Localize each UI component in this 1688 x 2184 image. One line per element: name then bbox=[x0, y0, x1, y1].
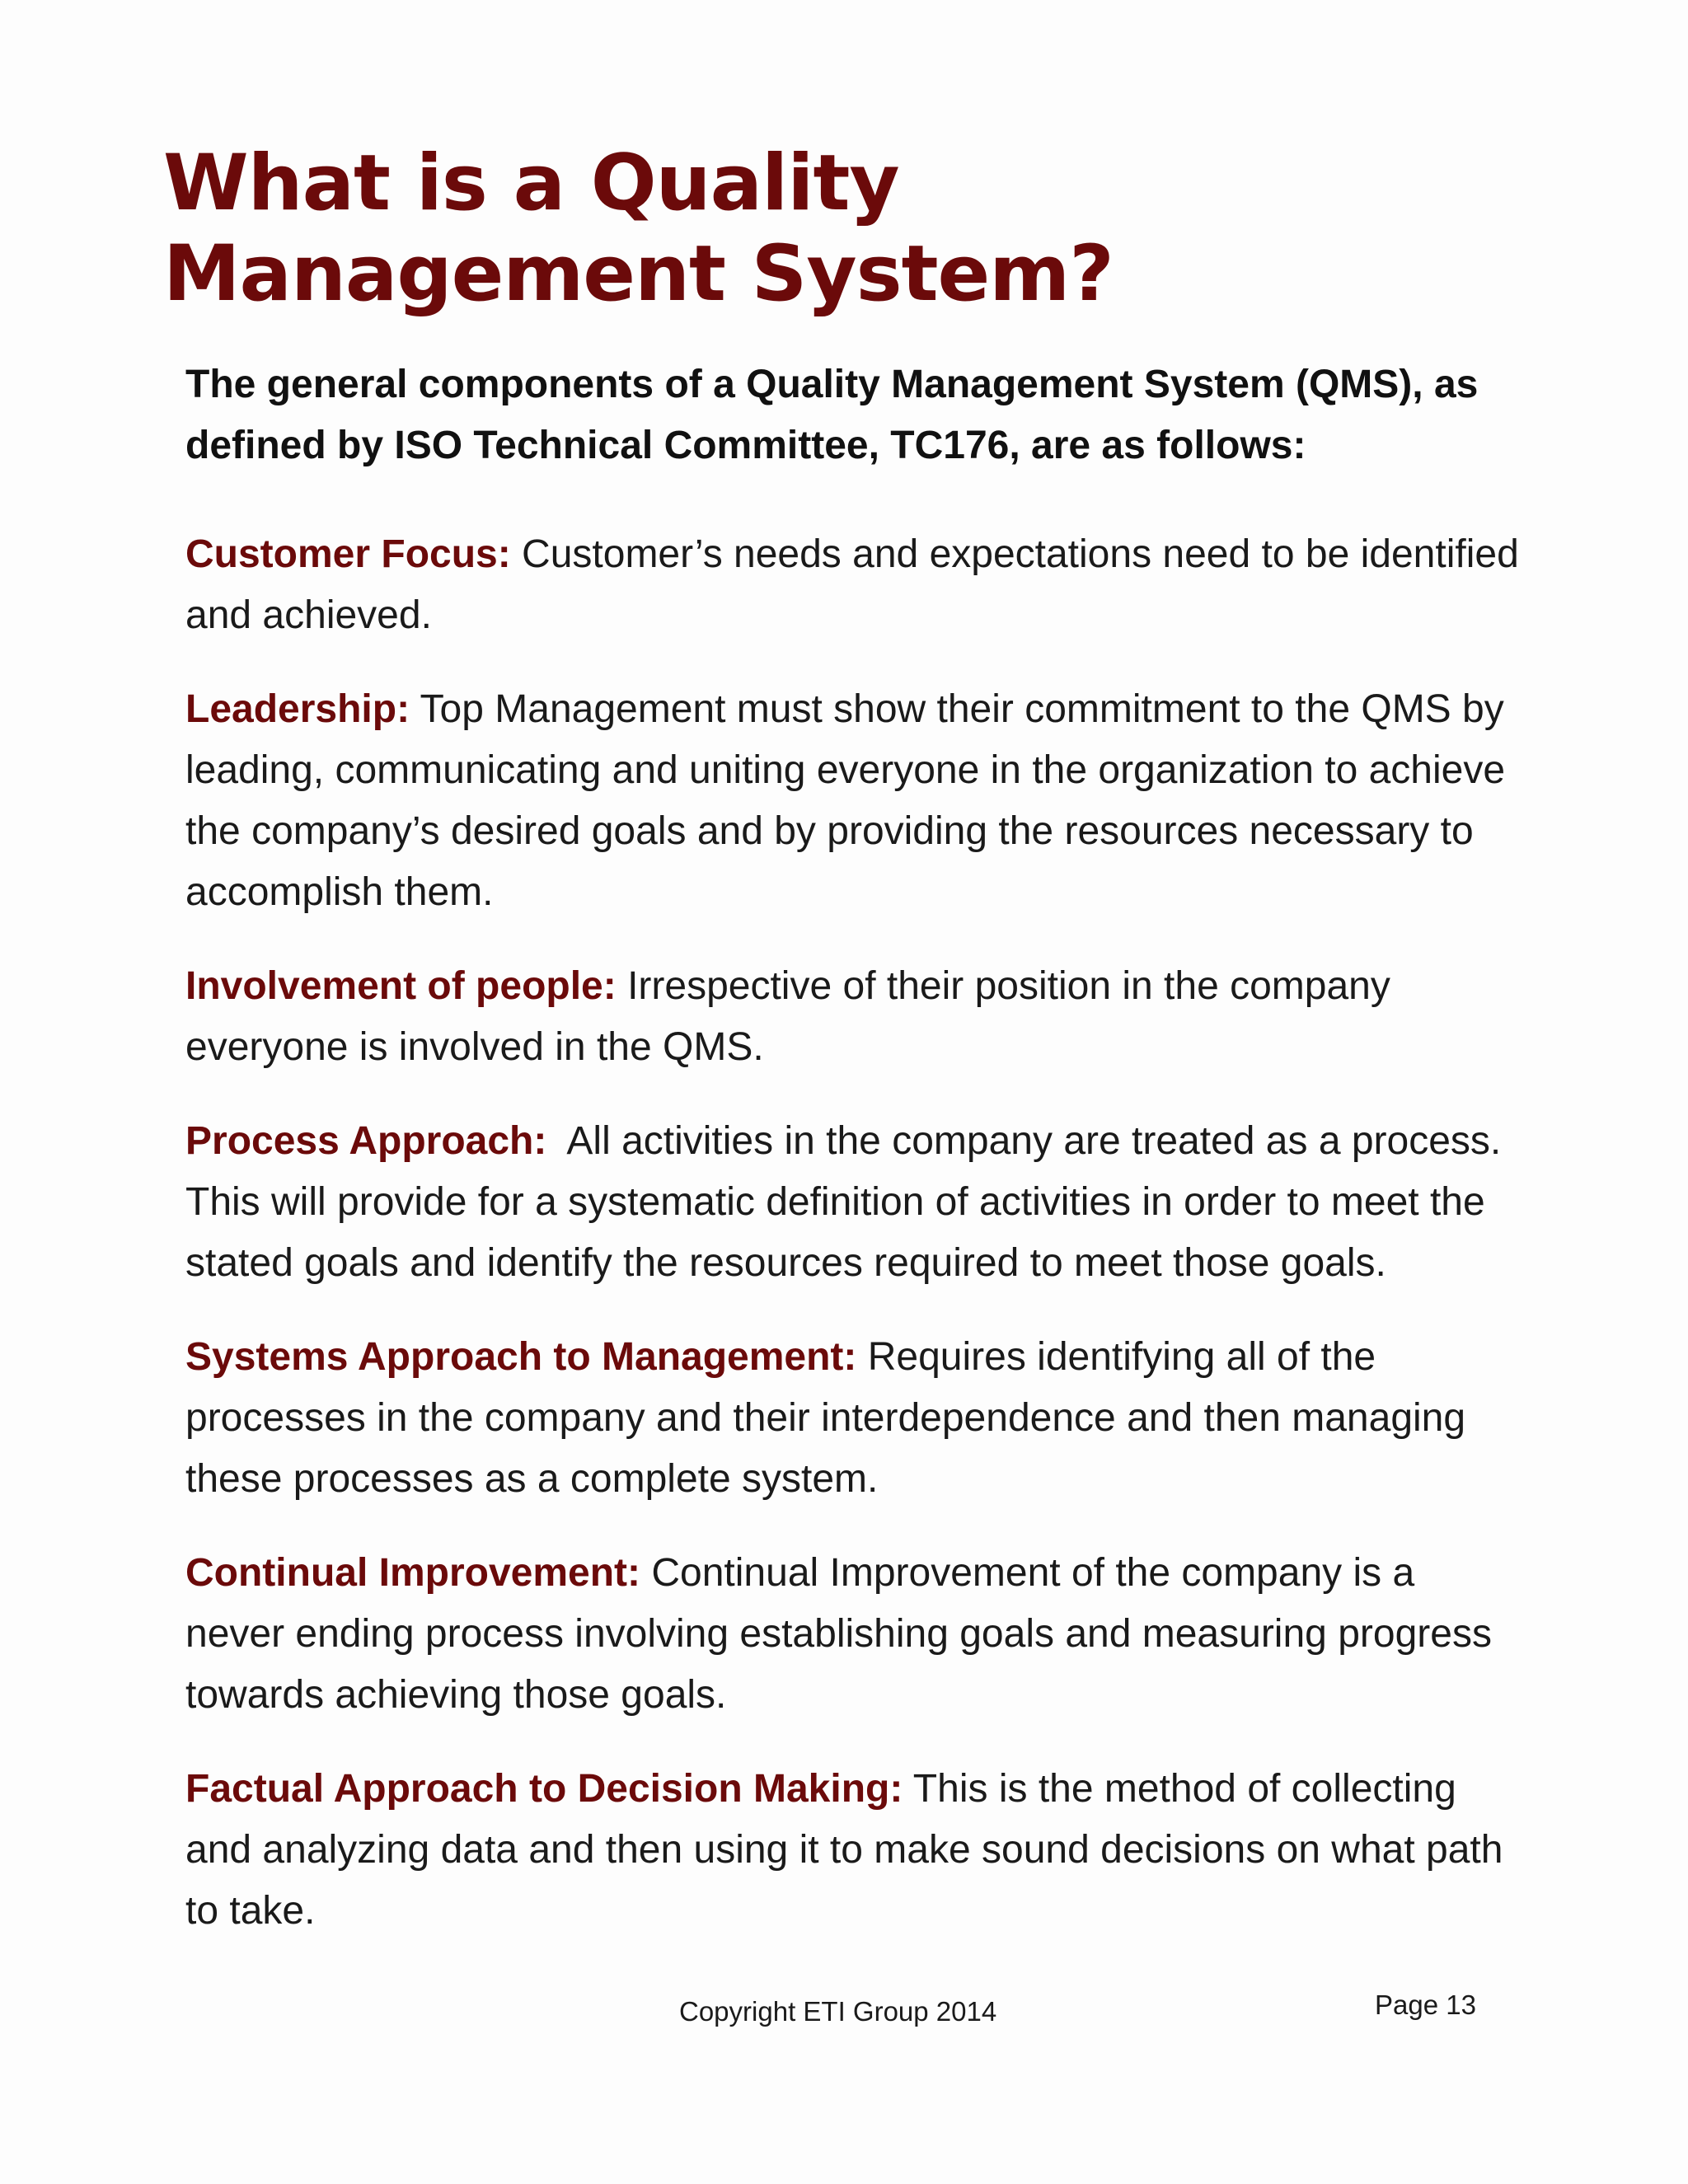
item-text: Top Management must show their commitment to the QMS by leading, communicating and uniting everyone in the organization to achieve the company’s desired goals and by providing the resources necessary to accomplish them. bbox=[185, 687, 1506, 914]
intro-paragraph: The general components of a Quality Management System (QMS), as defined by ISO Technical Committee, TC176, are as follows: bbox=[185, 363, 1479, 467]
item-text: Requires identifying all of the processes in the company and their interdependence and then managing these processes as a complete system. bbox=[185, 1335, 1466, 1501]
item-text: This is the method of collecting and analyzing data and then using it to make sound decisions on what path to take. bbox=[185, 1767, 1503, 1933]
list-item-involvement-of-people bbox=[185, 956, 1521, 1078]
item-term: Systems Approach to Management: bbox=[185, 1335, 857, 1379]
list-item-continual-improvement bbox=[185, 1543, 1521, 1726]
list-item-systems-approach bbox=[185, 1327, 1521, 1510]
page-title bbox=[163, 138, 1400, 320]
item-term: Process Approach: bbox=[185, 1119, 547, 1163]
item-term: Involvement of people: bbox=[185, 964, 617, 1008]
page-title-line-1: What is a Quality bbox=[163, 138, 899, 228]
list-item-customer-focus bbox=[185, 524, 1521, 646]
footer-copyright: Copyright ETI Group 2014 bbox=[679, 1996, 997, 2027]
list-item-process-approach bbox=[185, 1111, 1521, 1294]
item-term: Continual Improvement: bbox=[185, 1551, 641, 1595]
item-term: Factual Approach to Decision Making: bbox=[185, 1767, 903, 1811]
qms-components-list bbox=[185, 524, 1521, 1975]
list-item-factual-approach bbox=[185, 1759, 1521, 1942]
item-text: Continual Improvement of the company is a never ending process involving establishing goals and measuring progress towards achieving those goals. bbox=[185, 1551, 1492, 1717]
item-text: Irrespective of their position in the company everyone is involved in the QMS. bbox=[185, 964, 1390, 1069]
item-text: Customer’s needs and expectations need to be identified and achieved. bbox=[185, 532, 1519, 637]
page-title-line-2: Management System? bbox=[163, 229, 1114, 319]
item-term: Customer Focus: bbox=[185, 532, 511, 576]
item-text: All activities in the company are treated as a process. This will provide for a systematic definition of activities in order to meet the stated goals and identify the resources required to meet those goals. bbox=[185, 1119, 1512, 1285]
page-number: Page 13 bbox=[1375, 1990, 1476, 2020]
item-term: Leadership: bbox=[185, 687, 410, 731]
list-item-leadership bbox=[185, 679, 1521, 923]
